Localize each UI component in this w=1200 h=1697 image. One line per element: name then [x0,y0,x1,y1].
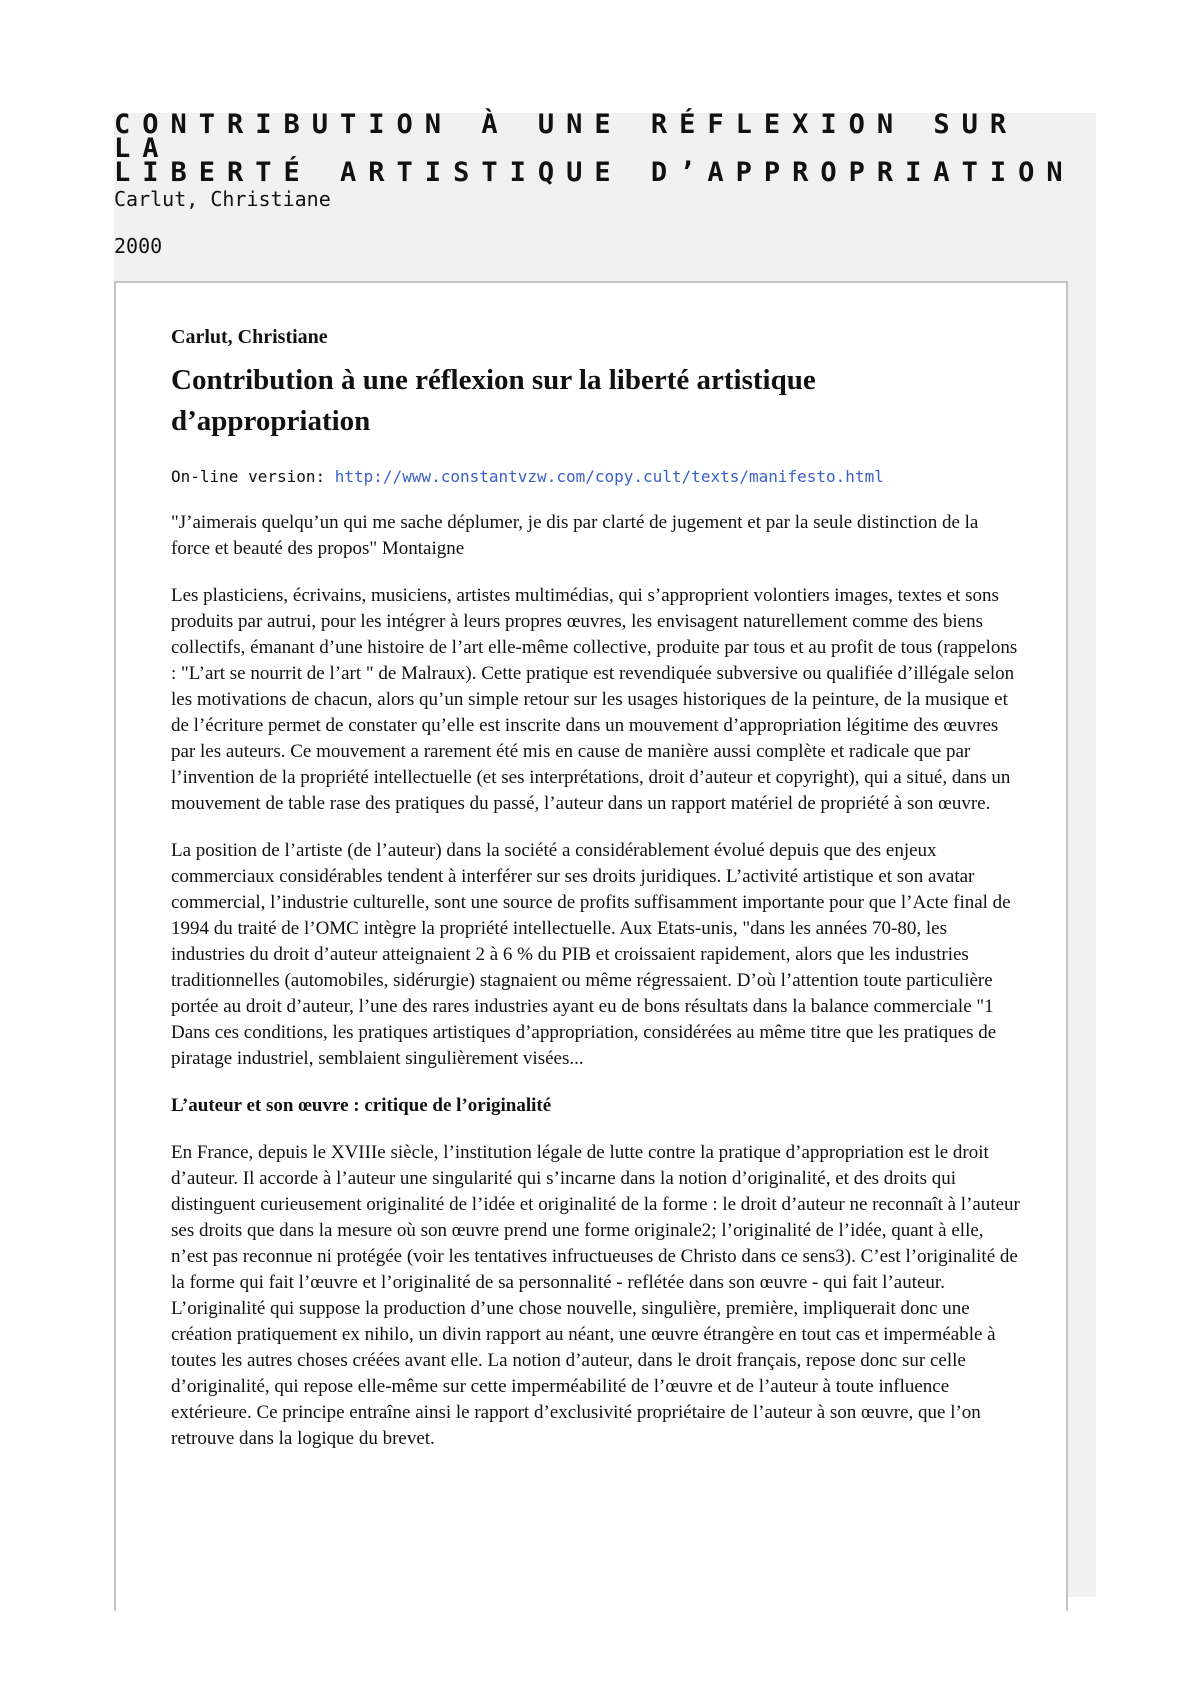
document-title-line-2: LIBERTÉ ARTISTIQUE D’APPROPRIATION [114,157,1075,188]
article-title-line-1: Contribution à une réflexion sur la liberté artistique [171,364,816,396]
article-author: Carlut, Christiane [171,326,328,348]
article-title-line-2: d’appropriation [171,405,371,437]
paragraph-3: En France, depuis le XVIIIe siècle, l’institution légale de lutte contre la pratique d’appropriation est le droit d’auteur. Il accorde à l’auteur une singularité qui s’incarne dans la notion d’originalité, et des droits qui distinguent curieusement originalité de l’idée et originalité de la forme : le droit d’auteur ne reconnaît à l’auteur ses droits que dans la mesure où son œuvre prend une forme originale2; l’originalité de l’idée, quant à elle, n’est pas reconnue ni protégée (voir les tentatives infructueuses de Christo dans ce sens3). C’est l’originalité de la forme qui fait l’œuvre et l’originalité de sa personnalité - reflétée dans son œuvre - qui fait l’auteur. L’originalité qui suppose la production d’une chose nouvelle, singulière, première, impliquerait donc une création pratiquement ex nihilo, un divin rapport au néant, une œuvre étrangère en tout cas et imperméable à toutes les autres choses créées avant elle. La notion d’auteur, dans le droit français, repose donc sur celle d’originalité, qui repose elle-même sur cette imperméabilité de l’œuvre et de l’auteur à toute influence extérieure. Ce principe entraîne ainsi le rapport d’exclusivité propriétaire de l’auteur à son œuvre, que l’on retrouve dans la logique du brevet. [171,1142,1020,1449]
document-year: 2000 [114,234,163,258]
paragraph-2: La position de l’artiste (de l’auteur) dans la société a considérablement évolué depuis que des enjeux commerciaux considérables tendent à interférer sur ses droits juridiques. L’activité artistique et son avatar commercial, l’industrie culturelle, sont une source de profits suffisamment importante pour que l’Acte final de 1994 du traité de l’OMC intègre la propriété intellectuelle. Aux Etats-unis, "dans les années 70-80, les industries du droit d’auteur atteignaient 2 à 6 % du PIB et croissaient rapidement, alors que les industries traditionnelles (automobiles, sidérurgie) stagnaient ou même régressaient. D’où l’attention toute particulière portée au droit d’auteur, l’une des rares industries ayant eu de bons résultats dans la balance commerciale "1 Dans ces conditions, les pratiques artistiques d’appropriation, considérées au même titre que les pratiques de piratage industriel, semblaient singulièrement visées... [171,840,1011,1069]
article-title [171,360,1021,442]
online-version-label: On-line version: [171,467,326,486]
article-card [114,281,1068,1611]
document-author: Carlut, Christiane [114,187,331,211]
document-title [114,109,1096,188]
document-title-line-1: CONTRIBUTION À UNE RÉFLEXION SUR LA [114,109,1019,164]
online-version-link[interactable]: http://www.constantvzw.com/copy.cult/texts/manifesto.html [334,467,884,486]
article-body [171,324,1021,1473]
epigraph-quote: "J’aimerais quelqu’un qui me sache déplumer, je dis par clarté de jugement et par la seule distinction de la force et beauté des propos" Montaigne [171,512,979,559]
paragraph-1: Les plasticiens, écrivains, musiciens, artistes multimédias, qui s’approprient volontiers images, textes et sons produits par autrui, pour les intégrer à leurs propres œuvres, les envisagent naturellement comme des biens collectifs, émanant d’une histoire de l’art elle-même collective, produite par tous et au profit de tous (rappelons : "L’art se nourrit de l’art " de Malraux). Cette pratique est revendiquée subversive ou qualifiée d’illégale selon les motivations de chacun, alors qu’un simple retour sur les usages historiques de la peinture, de la musique et de l’écriture permet de constater qu’elle est inscrite dans un mouvement d’appropriation légitime des œuvres par les auteurs. Ce mouvement a rarement été mis en cause de manière aussi complète et radicale que par l’invention de la propriété intellectuelle (et ses interprétations, droit d’auteur et copyright), qui a situé, dans un mouvement de table rase des pratiques du passé, l’auteur dans un rapport matériel de propriété à son œuvre. [171,585,1018,814]
section-heading: L’auteur et son œuvre : critique de l’originalité [171,1095,552,1116]
online-version-line [171,466,1021,488]
